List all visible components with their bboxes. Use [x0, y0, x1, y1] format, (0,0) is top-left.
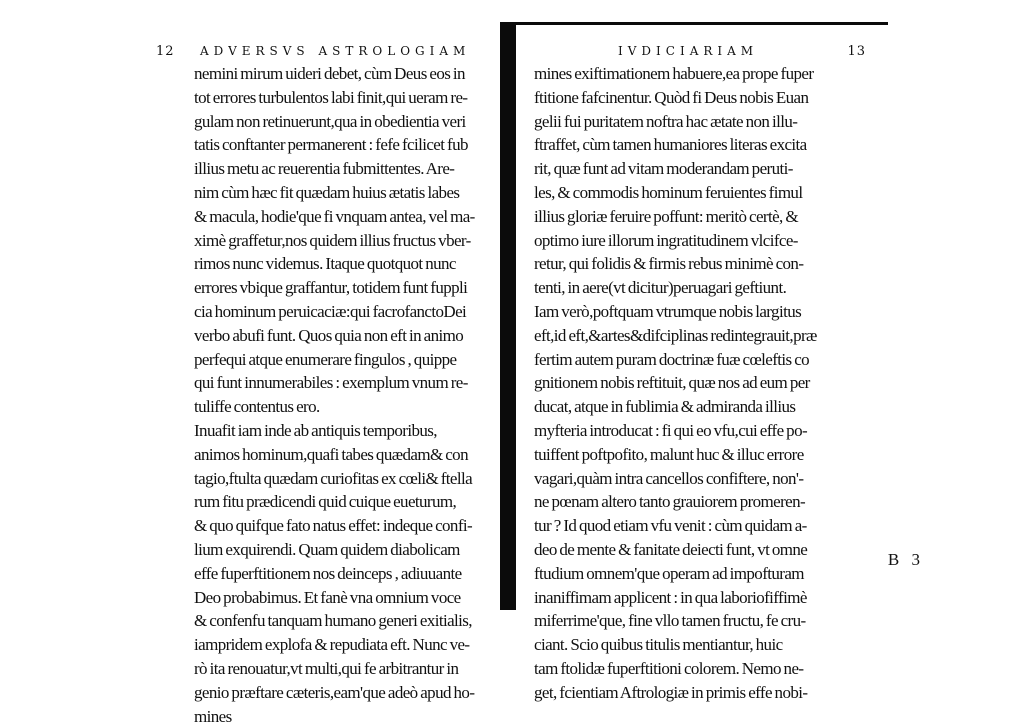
left-page-number: 12: [156, 44, 175, 59]
text-line: ximè graffetur,nos quidem illius fructus vber-: [194, 230, 471, 250]
text-line: illius metu ac reuerentia fubmittentes. Are-: [194, 159, 455, 179]
text-line: optimo iure illorum ingratitudinem vlcifce-: [534, 230, 798, 250]
text-line: tuiffent poftpofito, malunt huc & illuc errore: [534, 444, 804, 464]
text-line: nemini mirum uideri debet, cùm Deus eos in: [194, 64, 465, 83]
text-line: rum fitu prædicendi quid cuique eueturum,: [194, 492, 457, 512]
text-line: vagari,quàm intra cancellos confiftere, non'-: [534, 468, 804, 488]
left-page-body: [194, 62, 475, 728]
text-line: verbo abufi funt. Quos quia non eft in animo: [194, 325, 464, 345]
text-line: tot errores turbulentos labi finit,qui ueram re-: [194, 87, 468, 107]
text-line: & confenfu tanquam humano generi exitialis,: [194, 611, 472, 631]
text-line: nim cùm hæc fit quædam huius ætatis labes: [194, 182, 460, 202]
text-line: rò ita renouatur,vt multi,qui fe arbitrantur in: [194, 658, 459, 678]
text-line: & quo quifque fato natus effet: indeque confi-: [194, 516, 473, 536]
text-line: rit, quæ funt ad vitam moderandam peruti-: [534, 159, 793, 179]
text-line: lium exquirendi. Quam quidem diabolicam: [194, 539, 460, 559]
text-line: les, & commodis hominum feruientes fimul: [534, 182, 803, 202]
text-line: gulam non retinuerunt,qua in obedientia veri: [194, 111, 466, 131]
text-line: tur ? Id quod etiam vfu venit : cùm quidam a-: [534, 516, 807, 536]
text-line: ciant. Scio quibus titulis mentiantur, huic: [534, 635, 783, 655]
text-line: eft,id eft,&artes&difciplinas redintegrauit,præ: [534, 325, 817, 345]
text-line: gnitionem nobis reftituit, quæ nos ad eum per: [534, 373, 810, 393]
text-line: tatis conftanter permanerent : fefe fcilicet fub: [194, 135, 468, 155]
text-line: genio præftare cæteris,eam'que adeò apud ho-: [194, 682, 475, 702]
text-line: iampridem explofa & repudiata eft. Nunc ve-: [194, 635, 470, 655]
right-page-header: [500, 44, 888, 64]
text-line: get, fcientiam Aftrologiæ in primis effe nobi-: [534, 682, 808, 702]
text-line: mines exiftimationem habuere,ea prope fuper: [534, 64, 814, 83]
signature-mark: B 3: [887, 550, 924, 569]
left-page: [148, 0, 498, 726]
left-running-title: ADVERSVS ASTROLOGIAM: [200, 44, 471, 58]
text-line: miferrime'que, fine vllo tamen fructu, fe cru-: [534, 611, 806, 631]
right-running-title: IVDICIARIAM: [618, 44, 759, 58]
text-line: retur, qui folidis & firmis rebus minimè con-: [534, 254, 804, 274]
text-line: inaniffimam applicent : in qua laboriofiffimè: [534, 587, 807, 607]
text-line: gelii fui puritatem noftra hac ætate non illu-: [534, 111, 798, 131]
text-line: perfequi atque enumerare fingulos , quippe: [194, 349, 457, 369]
text-line: qui funt innumerabiles : exemplum vnum re-: [194, 373, 468, 393]
text-line: tuliffe contentus ero.: [194, 397, 320, 417]
text-line: ftraffet, cùm tamen humaniores literas excita: [534, 135, 807, 155]
right-page: [500, 0, 888, 702]
text-line: cia hominum peruicaciæ:qui facrofanctoDei: [194, 301, 467, 321]
text-line: ftudium omnem'que operam ad impofturam: [534, 563, 804, 583]
text-line: ducat, atque in fublimia & admiranda illius: [534, 397, 796, 417]
text-line: illius gloriæ feruire poffunt: meritò certè, &: [534, 206, 798, 226]
text-line: & macula, hodie'que fi vnquam antea, vel ma-: [194, 206, 475, 226]
text-line: tenti, in aere(vt dicitur)peruagari geftiunt.: [534, 278, 787, 298]
text-line: errores vbique graffantur, totidem funt fuppli: [194, 278, 468, 298]
text-line: effe fuperftitionem nos deinceps , adiuuante: [194, 563, 462, 583]
right-page-body: [534, 62, 817, 705]
right-page-number: 13: [847, 44, 866, 59]
text-line: Iam verò,poftquam vtrumque nobis largitus: [534, 301, 802, 321]
text-line: Deo probabimus. Et fanè vna omnium voce: [194, 587, 461, 607]
text-line: deo de mente & fanitate deiecti funt, vt omne: [534, 539, 808, 559]
text-line: Inuafit iam inde ab antiquis temporibus,: [194, 420, 437, 440]
text-line: tagio,ftulta quædam curiofitas ex cœli& ftella: [194, 468, 473, 488]
text-line: ne pœnam altero tanto grauiorem promeren-: [534, 492, 806, 512]
text-line: animos hominum,quafi tabes quædam& con: [194, 444, 468, 464]
text-line: ftitione fafcinentur. Quòd fi Deus nobis Euan: [534, 87, 809, 107]
left-page-header: [148, 44, 498, 64]
text-line: myfteria introducat : fi qui eo vfu,cui effe po-: [534, 420, 808, 440]
text-line: mines: [194, 706, 232, 726]
text-line: fertim autem puram doctrinæ fuæ cœleftis co: [534, 349, 810, 369]
text-line: tam ftolidæ fuperftitioni colorem. Nemo ne-: [534, 658, 804, 678]
text-line: rimos nunc videmus. Itaque quotquot nunc: [194, 254, 456, 274]
